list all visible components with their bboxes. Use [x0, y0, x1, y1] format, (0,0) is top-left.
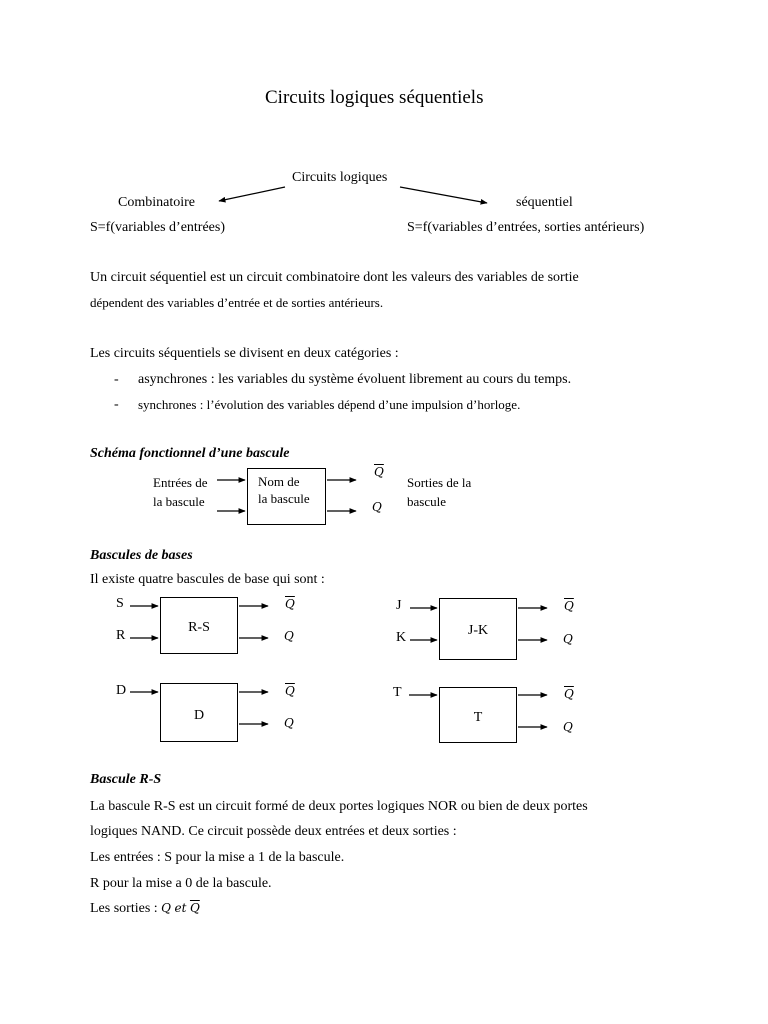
tree-root-label: Circuits logiques [292, 170, 388, 185]
schema-q-bar-label: $\overline{Q}$ [374, 465, 384, 479]
tree-arrow-left [219, 187, 285, 201]
category-asynchrones: asynchrones : les variables du système évoluent librement au cours du temps. [138, 372, 572, 387]
t-bascule-name: T [473, 710, 483, 725]
jk-bascule-name: J-K [467, 623, 489, 638]
rs-bascule-name: R-S [188, 620, 210, 635]
d-q-bar-label: $\overline{Q}$ [285, 684, 295, 698]
schema-box-label-1: Nom de [258, 474, 300, 489]
bases-intro: Il existe quatre bascules de base qui sont : [90, 572, 325, 587]
rs-outputs-et: et [174, 901, 187, 915]
tree-right-formula: S=f(variables d’entrées, sorties antérieurs) [407, 220, 645, 235]
schema-inputs-label-2: la bascule [153, 494, 205, 509]
jk-input-k: K [396, 630, 407, 645]
d-q-label: Q [284, 716, 294, 730]
definition-line-2: dépendent des variables d’entrée et de sorties antérieurs. [90, 295, 384, 310]
schema-heading: Schéma fonctionnel d’une bascule [90, 446, 290, 461]
rs-input-s: S [116, 596, 124, 611]
jk-q-label: Q [563, 632, 573, 646]
jk-q-bar-label: $\overline{Q}$ [564, 599, 574, 613]
rs-section-line-2: logiques NAND. Ce circuit possède deux entrées et deux sorties : [90, 824, 457, 839]
t-input-t: T [393, 685, 402, 700]
tree-left-formula: S=f(variables d’entrées) [90, 220, 226, 235]
schema-outputs-label-1: Sorties de la [407, 475, 472, 490]
rs-section-heading: Bascule R-S [90, 772, 162, 787]
page-title: Circuits logiques séquentiels [265, 87, 484, 108]
rs-outputs-q: Q [161, 901, 171, 915]
d-bascule-name: D [193, 708, 205, 723]
rs-outputs-prefix: Les sorties : [90, 901, 162, 916]
t-q-label: Q [563, 720, 573, 734]
tree-left-label: Combinatoire [118, 195, 195, 210]
rs-section-line-1: La bascule R-S est un circuit formé de deux portes logiques NOR ou bien de deux portes [90, 799, 588, 814]
schema-q-label: Q [372, 500, 382, 514]
rs-q-label: Q [284, 629, 294, 643]
rs-section-line-4: R pour la mise a 0 de la bascule. [90, 876, 272, 891]
d-input-d: D [116, 683, 127, 698]
definition-line-1: Un circuit séquentiel est un circuit combinatoire dont les valeurs des variables de sortie [90, 270, 579, 285]
category-dash-1: - [114, 372, 119, 387]
jk-input-j: J [396, 598, 402, 613]
schema-box-label-2: la bascule [258, 491, 310, 506]
bases-heading: Bascules de bases [90, 548, 193, 563]
categories-intro: Les circuits séquentiels se divisent en deux catégories : [90, 346, 399, 361]
rs-q-bar-label: $\overline{Q}$ [285, 597, 295, 611]
t-q-bar-label: $\overline{Q}$ [564, 687, 574, 701]
tree-arrow-right [400, 187, 487, 203]
rs-outputs-q-bar: $\overline{Q}$ [189, 901, 200, 915]
schema-outputs-label-2: bascule [407, 494, 446, 509]
tree-right-label: séquentiel [516, 195, 573, 210]
schema-inputs-label-1: Entrées de [153, 475, 208, 490]
rs-section-line-3: Les entrées : S pour la mise a 1 de la bascule. [90, 850, 345, 865]
rs-input-r: R [116, 628, 126, 643]
category-synchrones: synchrones : l’évolution des variables dépend d’une impulsion d’horloge. [138, 397, 521, 412]
category-dash-2: - [114, 397, 119, 412]
